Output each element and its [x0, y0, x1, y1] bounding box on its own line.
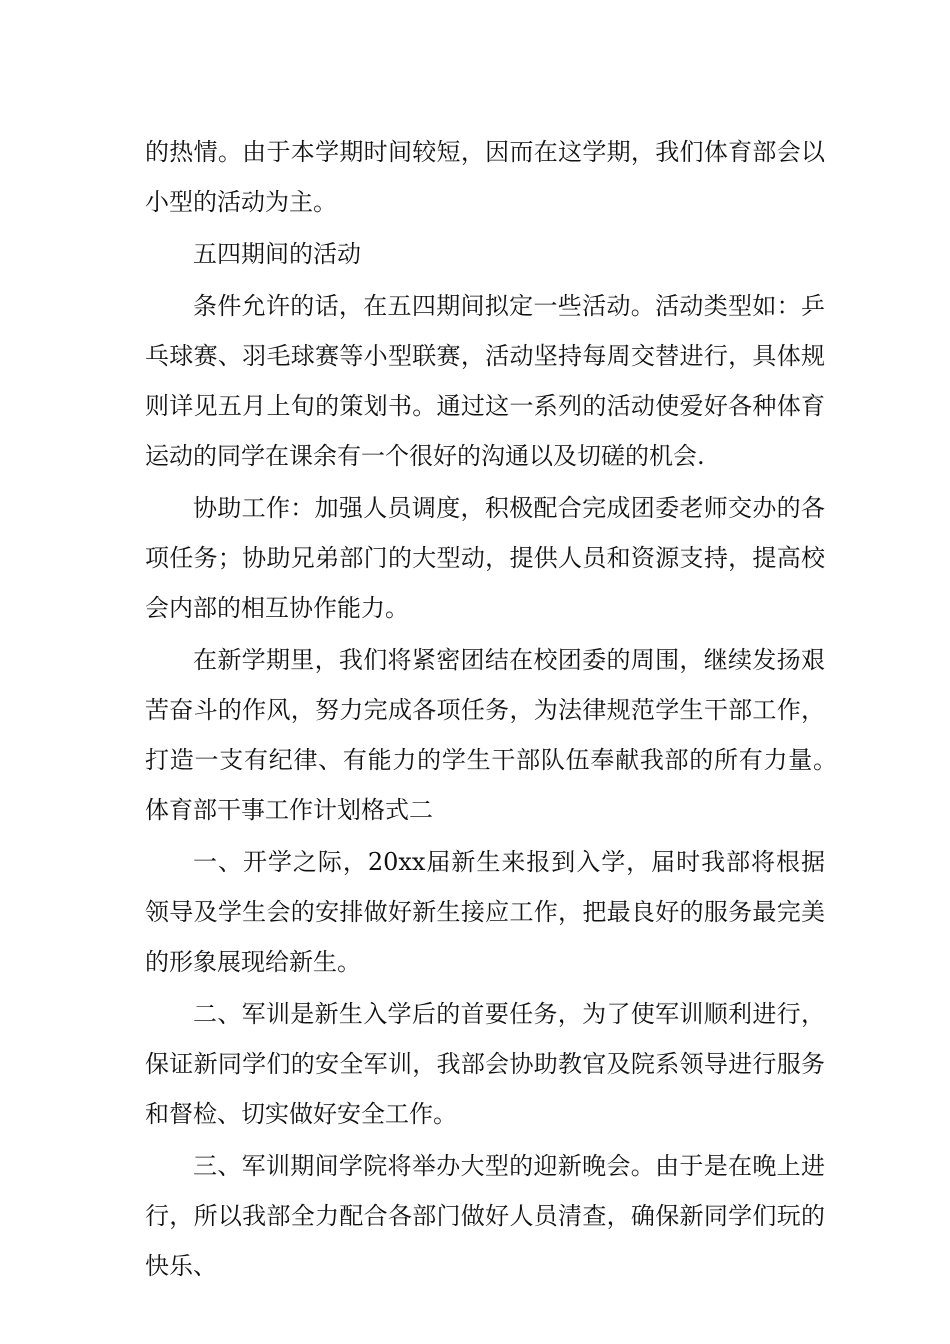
- paragraph-item-one: 一、开学之际，20xx届新生来报到入学，届时我部将根据领导及学生会的安排做好新生接应工作，把最良好的服务最完美的形象展现给新生。: [145, 848, 825, 976]
- paragraph-item-two: 二、军训是新生入学后的首要任务，为了使军训顺利进行，保证新同学们的安全军训，我部会协助教官及院系领导进行服务和督检、切实做好安全工作。: [145, 1000, 825, 1128]
- paragraph-assist-work: 协助工作：加强人员调度，积极配合完成团委老师交办的各项任务；协助兄弟部门的大型动，提供人员和资源支持，提高校会内部的相互协作能力。: [145, 494, 825, 622]
- paragraph-activities: 条件允许的话，在五四期间拟定一些活动。活动类型如：乒乓球赛、羽毛球赛等小型联赛，活动坚持每周交替进行，具体规则详见五月上旬的策划书。通过这一系列的活动使爱好各种体育运动的同学在课余有一个很好的沟通以及切磋的机会.: [145, 292, 825, 470]
- document-body: [145, 127, 873, 1293]
- section-heading-may-fourth: 五四期间的活动: [193, 240, 361, 268]
- paragraph-item-three: 三、军训期间学院将举办大型的迎新晚会。由于是在晚上进行，所以我部全力配合各部门做好人员清查，确保新同学们玩的快乐、: [145, 1152, 825, 1280]
- paragraph-new-semester: 在新学期里，我们将紧密团结在校团委的周围，继续发扬艰苦奋斗的作风，努力完成各项任务，为法律规范学生干部工作，打造一支有纪律、有能力的学生干部队伍奉献我部的所有力量。 体育部干事工作计划格式二: [145, 646, 873, 824]
- paragraph-1: 的热情。由于本学期时间较短，因而在这学期，我们体育部会以小型的活动为主。: [145, 138, 825, 216]
